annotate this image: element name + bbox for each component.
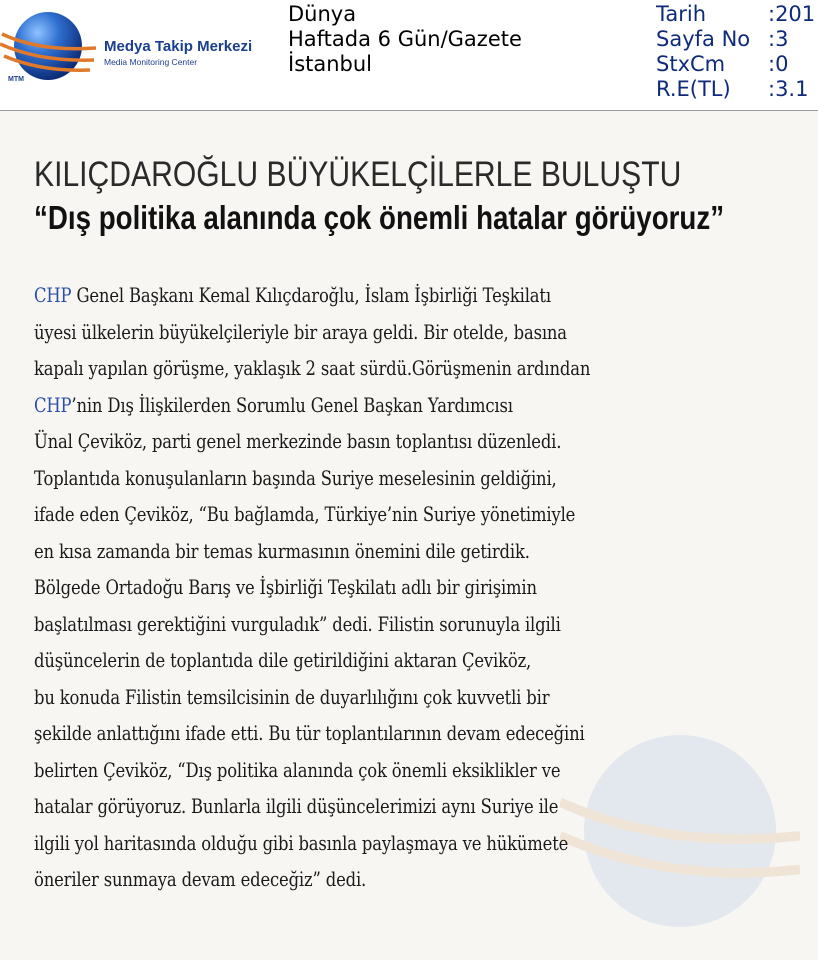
- article-kicker: KILIÇDAROĞLU BÜYÜKELÇİLERLE BULUŞTU: [34, 155, 682, 194]
- article-line: [34, 715, 651, 752]
- publication-frequency: Haftada 6 Gün/Gazete: [288, 27, 522, 51]
- line-text: ifade eden Çeviköz, “Bu bağlamda, Türkiye’nin Suriye yönetimiyle: [34, 502, 576, 526]
- line-text: hatalar görüyoruz. Bunlarla ilgili düşüncelerimizi aynı Suriye ile: [34, 794, 559, 818]
- meta-re-value: :3.1: [768, 77, 809, 101]
- line-text: öneriler sunmaya devam edeceğiz” dedi.: [34, 867, 367, 891]
- line-text: başlatılması gerektiğini vurguladık” dedi. Filistin sorunuyla ilgili: [34, 611, 561, 636]
- article-line: [34, 314, 651, 351]
- article-line: [34, 825, 651, 862]
- meta-row-stxcm: [656, 52, 818, 77]
- brand-abbreviation: MTM: [8, 76, 24, 83]
- clipping-meta: [656, 2, 818, 102]
- meta-row-re: [656, 77, 818, 102]
- line-text: en kısa zamanda bir temas kurmasının önemini dile getirdik.: [34, 538, 530, 563]
- brand-name: Medya Takip Merkezi: [104, 38, 253, 55]
- line-text: düşüncelerin de toplantıda dile getirildiğini aktaran Çeviköz,: [34, 648, 532, 672]
- highlighted-term: CHP: [34, 392, 72, 417]
- line-text: bu konuda Filistin temsilcisinin de duyarlılığını çok kuvvetli bir: [34, 684, 550, 709]
- line-text: belirten Çeviköz, “Dış politika alanında çok önemli eksiklikler ve: [34, 757, 561, 782]
- article-line: [34, 387, 651, 424]
- meta-date-label: Tarih: [656, 2, 706, 26]
- publication-city: İstanbul: [288, 52, 373, 76]
- article-line: [34, 460, 651, 497]
- publication-name: Dünya: [288, 2, 357, 26]
- meta-page-label: Sayfa No: [656, 27, 751, 51]
- article-line: [34, 350, 651, 387]
- line-text: Ünal Çeviköz, parti genel merkezinde basın toplantısı düzenledi.: [34, 429, 562, 453]
- article-line: [34, 642, 651, 679]
- highlighted-term: CHP: [34, 283, 72, 307]
- meta-row-date: [656, 2, 818, 27]
- publication-info: [288, 2, 522, 77]
- article-line: [34, 423, 651, 460]
- line-text: ilgili yol haritasında olduğu gibi basınla paylaşmaya ve hükümete: [34, 830, 569, 855]
- article-line: [34, 533, 651, 570]
- article-line: [34, 752, 651, 789]
- line-text: kapalı yapılan görüşme, yaklaşık 2 saat sürdü.Görüşmenin ardından: [34, 356, 591, 380]
- meta-stxcm-label: StxCm: [656, 52, 726, 76]
- article-line: [34, 569, 651, 606]
- line-text: üyesi ülkelerin büyükelçileriyle bir araya geldi. Bir otelde, basına: [34, 319, 567, 344]
- newspaper-clipping: [0, 111, 818, 960]
- article-line: [34, 679, 651, 716]
- brand-subtitle: Media Monitoring Center: [104, 57, 198, 67]
- meta-date-value: :201: [768, 2, 816, 26]
- article-line: [34, 277, 651, 314]
- line-text: şekilde anlattığını ifade etti. Bu tür toplantılarının devam edeceğini: [34, 721, 585, 745]
- article-headline: “Dış politika alanında çok önemli hatalar görüyoruz”: [34, 199, 725, 236]
- article-line: [34, 861, 651, 898]
- article-line: [34, 606, 651, 643]
- meta-re-label: R.E(TL): [656, 77, 731, 101]
- article-body: [34, 277, 786, 898]
- article-line: [34, 788, 651, 825]
- meta-stxcm-value: :0: [768, 52, 789, 76]
- article-line: [34, 496, 651, 533]
- clipping-header: [0, 0, 818, 111]
- line-text: Bölgede Ortadoğu Barış ve İşbirliği Teşkilatı adlı bir girişimin: [34, 575, 537, 599]
- line-text: ’nin Dış İlişkilerden Sorumlu Genel Başkan Yardımcısı: [71, 392, 513, 417]
- line-text: Genel Başkanı Kemal Kılıçdaroğlu, İslam İşbirliği Teşkilatı: [71, 283, 551, 307]
- meta-row-page: [656, 27, 818, 52]
- line-text: Toplantıda konuşulanların başında Suriye meselesinin geldiğini,: [34, 465, 557, 490]
- meta-page-value: :3: [768, 27, 789, 51]
